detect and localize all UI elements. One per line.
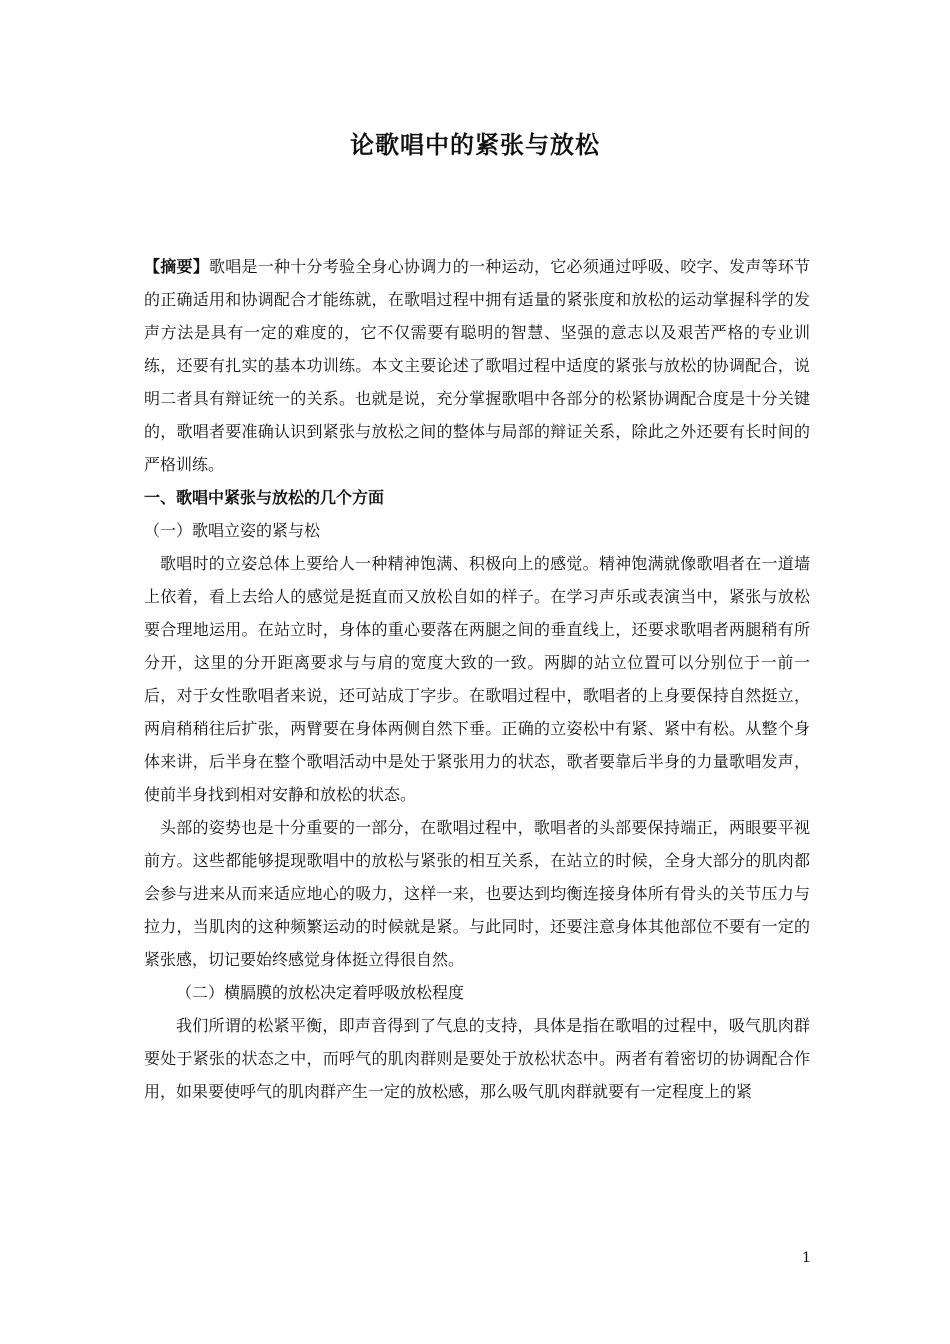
subsection-2-paragraph-1: 我们所谓的松紧平衡，即声音得到了气息的支持，具体是指在歌唱的过程中，吸气肌肉群要处于紧张的状态之中，而呼气的肌肉群则是要处于放松状态中。两者有着密切的协调配合作用，如果要使呼气的肌肉群产生一定的放松感，那么吸气肌肉群就要有一定程度上的紧 — [144, 1016, 810, 1101]
abstract-paragraph — [144, 250, 810, 481]
section-1-heading: 一、歌唱中紧张与放松的几个方面 — [144, 488, 385, 507]
subsection-1-heading: （一）歌唱立姿的紧与松 — [144, 521, 321, 540]
abstract-label: 【摘要】 — [144, 257, 209, 276]
document-body — [144, 250, 810, 1108]
subsection-2-heading: （二）横膈膜的放松决定着呼吸放松程度 — [176, 983, 465, 1002]
abstract-text: 歌唱是一种十分考验全身心协调力的一种运动，它必须通过呼吸、咬字、发声等环节的正确适用和协调配合才能练就，在歌唱过程中拥有适量的紧张度和放松的运动掌握科学的发声方法是具有一定的难度的，它不仅需要有聪明的智慧、坚强的意志以及艰苦严格的专业训练，还要有扎实的基本功训练。本文主要论述了歌唱过程中适度的紧张与放松的协调配合，说明二者具有辩证统一的关系。也就是说，充分掌握歌唱中各部分的松紧协调配合度是十分关键的，歌唱者要准确认识到紧张与放松之间的整体与局部的辩证关系，除此之外还要有长时间的严格训练。 — [144, 257, 810, 474]
page-number: 1 — [802, 1250, 811, 1266]
page-title: 论歌唱中的紧张与放松 — [350, 131, 600, 159]
subsection-1-paragraph-2: 头部的姿势也是十分重要的一部分，在歌唱过程中，歌唱者的头部要保持端正，两眼要平视前方。这些都能够提现歌唱中的放松与紧张的相互关系，在站立的时候，全身大部分的肌肉都会参与进来从而来适应地心的吸力，这样一来，也要达到均衡连接身体所有骨头的关节压力与拉力，当肌肉的这种频繁运动的时候就是紧。与此同时，还要注意身体其他部位不要有一定的紧张感，切记要始终感觉身体挺立得很自然。 — [144, 818, 810, 969]
subsection-1-paragraph-1: 歌唱时的立姿总体上要给人一种精神饱满、积极向上的感觉。精神饱满就像歌唱者在一道墙上依着，看上去给人的感觉是挺直而又放松自如的样子。在学习声乐或表演当中，紧张与放松要合理地运用。在站立时，身体的重心要落在两腿之间的垂直线上，还要求歌唱者两腿稍有所分开，这里的分开距离要求与与肩的宽度大致的一致。两脚的站立位置可以分别位于一前一后，对于女性歌唱者来说，还可站成丁字步。在歌唱过程中，歌唱者的上身要保持自然挺立，两肩稍稍往后扩张，两臂要在身体两侧自然下垂。正确的立姿松中有紧、紧中有松。从整个身体来讲，后半身在整个歌唱活动中是处于紧张用力的状态，歌者要靠后半身的力量歌唱发声，使前半身找到相对安静和放松的状态。 — [144, 554, 810, 804]
